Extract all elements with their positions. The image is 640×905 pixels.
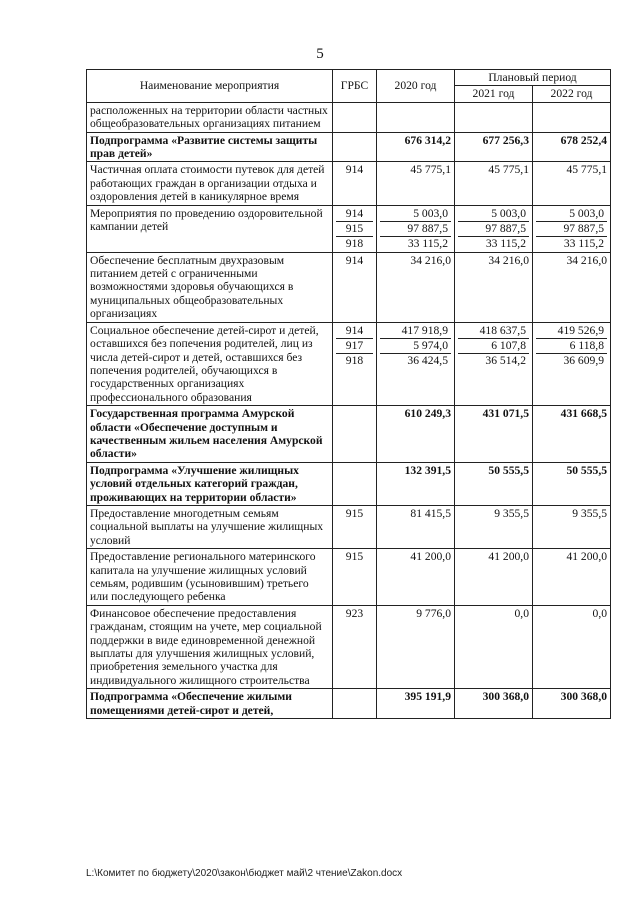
header-year-current: 2020 год	[377, 70, 455, 103]
row-grbs-line: 914	[336, 324, 373, 339]
row-value-2021-line: 33 115,2	[485, 236, 526, 250]
row-name: Подпрограмма «Улучшение жилищных условий отдельных категорий граждан, проживающих на территории области»	[87, 462, 333, 505]
row-value-2022: 0,0	[533, 605, 611, 688]
row-value-2022: 9 355,5	[533, 505, 611, 548]
row-value-2020: 81 415,5	[377, 505, 455, 548]
row-value-2022: 34 216,0	[533, 252, 611, 322]
row-value-2022-line: 5 003,0	[536, 207, 607, 222]
table-header-row	[87, 70, 611, 86]
row-value-2021: 0,0	[455, 605, 533, 688]
row-value-2021-line: 5 003,0	[458, 207, 529, 222]
row-value-2022-line: 36 609,9	[563, 353, 605, 367]
row-grbs	[333, 406, 377, 463]
header-year-2: 2022 год	[533, 86, 611, 102]
row-value-2022-line: 33 115,2	[563, 236, 605, 250]
row-grbs: 923	[333, 605, 377, 688]
row-value-2021: 45 775,1	[455, 162, 533, 205]
row-value-2020: 45 775,1	[377, 162, 455, 205]
footer-file-path: L:\Комитет по бюджету\2020\закон\бюджет май\2 чтение\Zakon.docx	[86, 868, 403, 879]
row-value-2022: 45 775,1	[533, 162, 611, 205]
row-grbs-line: 917	[336, 339, 373, 354]
row-grbs-line: 915	[336, 222, 373, 237]
row-name: Мероприятия по проведению оздоровительной кампании детей	[87, 205, 333, 252]
row-grbs	[333, 102, 377, 132]
row-grbs: 915	[333, 549, 377, 606]
table-row	[87, 205, 611, 252]
row-value-2020-line: 36 424,5	[407, 353, 448, 367]
row-value-2022: 300 368,0	[533, 689, 611, 719]
row-value-2022	[533, 102, 611, 132]
row-value-2021: 677 256,3	[455, 132, 533, 162]
row-value-2020-line: 5 974,0	[380, 339, 451, 354]
row-name: Социальное обеспечение детей-сирот и детей, оставшихся без попечения родителей, лиц из числа детей-сирот и детей, оставшихся без попечения родителей, обучающихся в государственных организациях профессионального образования	[87, 322, 333, 405]
row-value-2021: 431 071,5	[455, 406, 533, 463]
row-value-2022	[533, 322, 611, 405]
row-name: Финансовое обеспечение предоставления гражданам, стоящим на учете, мер социальной поддержки в виде единовременной денежной выплаты для улучшения жилищных условий, приобретения земельного участка для индивидуального жилищного строительства	[87, 605, 333, 688]
row-name: расположенных на территории области частных общеобразовательных организациях питанием	[87, 102, 333, 132]
row-value-2020-line: 97 887,5	[380, 222, 451, 237]
row-value-2020	[377, 205, 455, 252]
table-row	[87, 505, 611, 548]
row-value-2021: 9 355,5	[455, 505, 533, 548]
row-value-2020: 676 314,2	[377, 132, 455, 162]
budget-table	[86, 69, 611, 719]
header-year-1: 2021 год	[455, 86, 533, 102]
row-name: Обеспечение бесплатным двухразовым питанием детей с ограниченными возможностями здоровья обучающихся в муниципальных общеобразовательных организациях	[87, 252, 333, 322]
row-grbs-line: 918	[345, 353, 364, 367]
row-name: Подпрограмма «Развитие системы защиты прав детей»	[87, 132, 333, 162]
row-value-2020: 132 391,5	[377, 462, 455, 505]
table-row	[87, 102, 611, 132]
table-row	[87, 162, 611, 205]
row-value-2022: 50 555,5	[533, 462, 611, 505]
row-value-2021	[455, 102, 533, 132]
row-name: Государственная программа Амурской области «Обеспечение доступным и качественным жильем населения Амурской области»	[87, 406, 333, 463]
row-grbs	[333, 205, 377, 252]
row-value-2020	[377, 322, 455, 405]
table-row	[87, 252, 611, 322]
header-grbs: ГРБС	[333, 70, 377, 103]
row-grbs-line: 918	[345, 236, 364, 250]
row-value-2021: 41 200,0	[455, 549, 533, 606]
table-row	[87, 549, 611, 606]
row-value-2020-line: 5 003,0	[380, 207, 451, 222]
row-value-2021-line: 418 637,5	[458, 324, 529, 339]
row-grbs: 914	[333, 252, 377, 322]
row-value-2021-line: 36 514,2	[485, 353, 526, 367]
row-grbs-line: 914	[336, 207, 373, 222]
row-grbs	[333, 462, 377, 505]
row-name: Предоставление регионального материнского капитала на улучшение жилищных условий семьям, родившим (усыновившим) третьего или последующего ребенка	[87, 549, 333, 606]
row-grbs	[333, 322, 377, 405]
row-value-2021-line: 97 887,5	[458, 222, 529, 237]
row-grbs	[333, 689, 377, 719]
header-planned-period: Плановый период	[455, 70, 611, 86]
table-row	[87, 605, 611, 688]
row-grbs	[333, 132, 377, 162]
row-value-2021: 50 555,5	[455, 462, 533, 505]
row-value-2020: 34 216,0	[377, 252, 455, 322]
row-name: Частичная оплата стоимости путевок для детей работающих граждан в организации отдыха и оздоровления детей в каникулярное время	[87, 162, 333, 205]
row-value-2022: 431 668,5	[533, 406, 611, 463]
header-name: Наименование мероприятия	[87, 70, 333, 103]
row-value-2021: 34 216,0	[455, 252, 533, 322]
row-value-2021: 300 368,0	[455, 689, 533, 719]
row-value-2021-line: 6 107,8	[458, 339, 529, 354]
row-value-2021	[455, 205, 533, 252]
table-row	[87, 689, 611, 719]
row-value-2022-line: 6 118,8	[536, 339, 607, 354]
row-name: Предоставление многодетным семьям социальной выплаты на улучшение жилищных условий	[87, 505, 333, 548]
table-row	[87, 132, 611, 162]
row-value-2022-line: 97 887,5	[536, 222, 607, 237]
row-value-2022	[533, 205, 611, 252]
row-value-2020: 395 191,9	[377, 689, 455, 719]
row-value-2020-line: 417 918,9	[380, 324, 451, 339]
page-number: 5	[316, 46, 324, 62]
row-value-2021	[455, 322, 533, 405]
row-grbs: 914	[333, 162, 377, 205]
row-value-2022: 41 200,0	[533, 549, 611, 606]
row-grbs: 915	[333, 505, 377, 548]
row-value-2022-line: 419 526,9	[536, 324, 607, 339]
row-value-2020: 9 776,0	[377, 605, 455, 688]
table-body	[87, 102, 611, 718]
row-value-2020-line: 33 115,2	[407, 236, 448, 250]
row-value-2020: 610 249,3	[377, 406, 455, 463]
row-value-2020: 41 200,0	[377, 549, 455, 606]
table-row	[87, 406, 611, 463]
table-row	[87, 462, 611, 505]
table-row	[87, 322, 611, 405]
row-value-2020	[377, 102, 455, 132]
row-name: Подпрограмма «Обеспечение жилыми помещениями детей-сирот и детей,	[87, 689, 333, 719]
row-value-2022: 678 252,4	[533, 132, 611, 162]
